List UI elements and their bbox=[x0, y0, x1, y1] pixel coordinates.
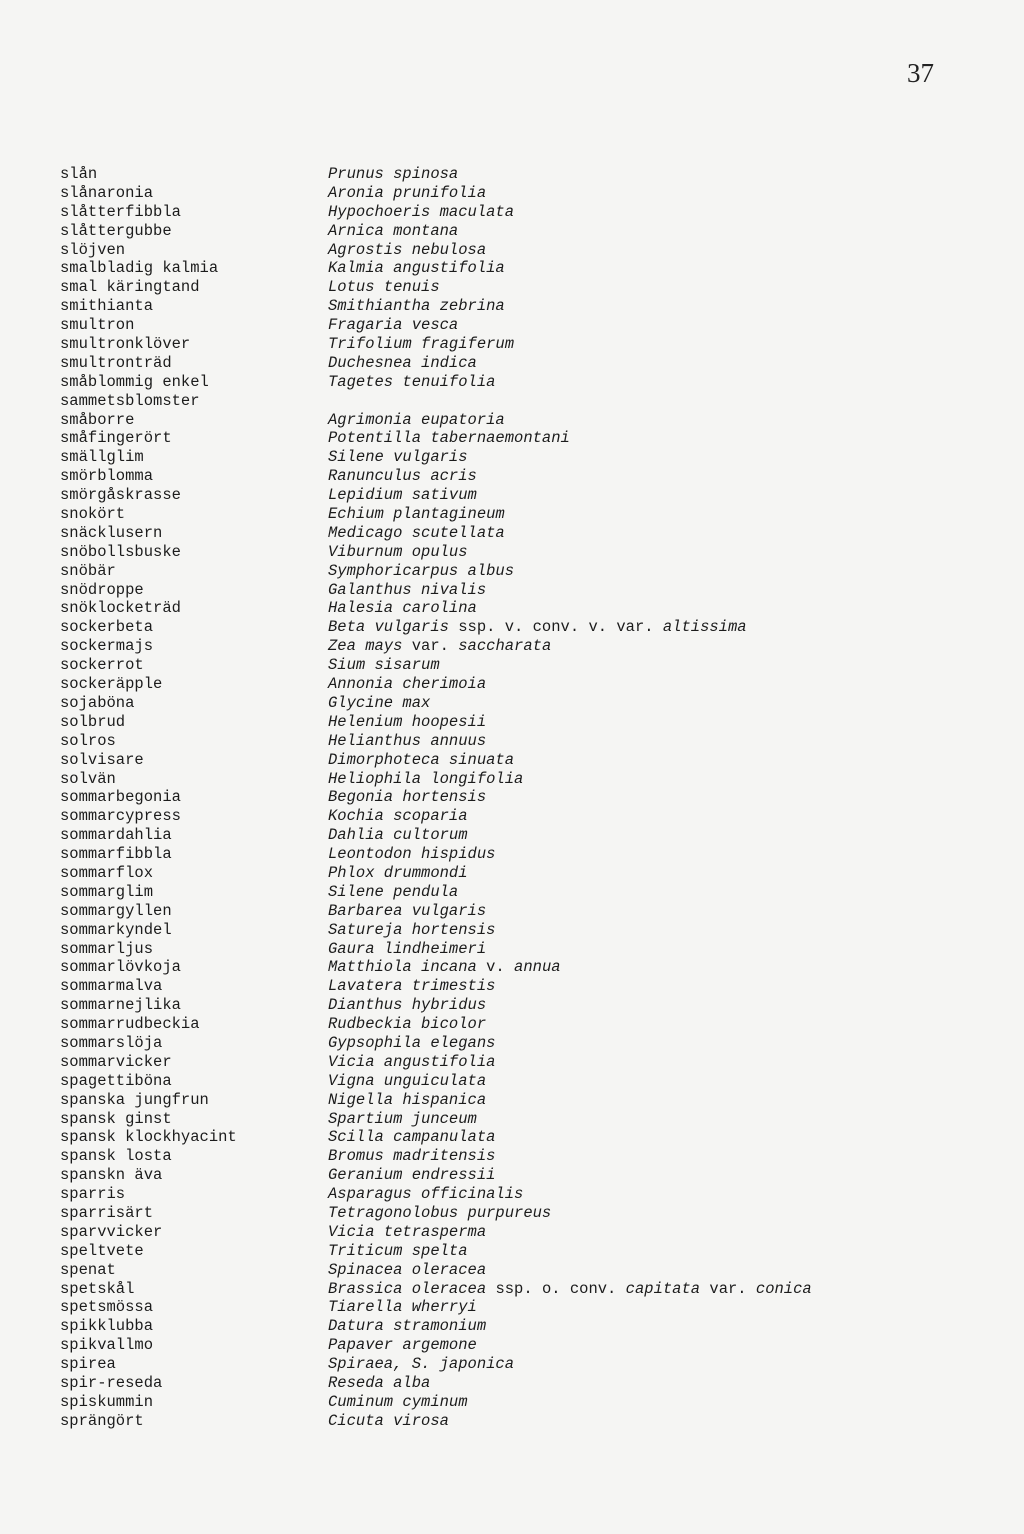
list-item bbox=[0, 1072, 1024, 1091]
swedish-name: spansk klockhyacint bbox=[60, 1128, 237, 1147]
latin-name bbox=[328, 184, 486, 203]
list-item bbox=[0, 373, 1024, 392]
swedish-name: sockermajs bbox=[60, 637, 154, 656]
list-item bbox=[0, 562, 1024, 581]
latin-part: Spinacea oleracea bbox=[328, 1260, 487, 1279]
swedish-name: spansk losta bbox=[60, 1147, 172, 1166]
list-item bbox=[0, 940, 1024, 959]
latin-name bbox=[328, 581, 486, 600]
latin-part: Arnica montana bbox=[328, 221, 459, 240]
latin-part: Kalmia angustifolia bbox=[328, 259, 505, 278]
latin-part: Reseda alba bbox=[328, 1374, 431, 1392]
list-item bbox=[0, 618, 1024, 637]
list-item bbox=[0, 1393, 1024, 1412]
latin-part: Papaver argemone bbox=[328, 1336, 477, 1355]
latin-part: Datura stramonium bbox=[328, 1317, 487, 1336]
list-item bbox=[0, 1412, 1024, 1431]
rank-qualifier: ssp. o. conv. bbox=[486, 1279, 626, 1298]
swedish-name: smultronklöver bbox=[60, 335, 191, 354]
latin-part: Smithiantha zebrina bbox=[328, 297, 505, 316]
latin-part: Nigella hispanica bbox=[328, 1090, 487, 1109]
latin-part: Tagetes tenuifolia bbox=[328, 372, 496, 391]
list-item bbox=[0, 826, 1024, 845]
latin-part: Galanthus nivalis bbox=[328, 580, 487, 599]
list-item bbox=[0, 977, 1024, 996]
list-item bbox=[0, 581, 1024, 600]
list-item bbox=[0, 713, 1024, 732]
latin-name bbox=[328, 543, 468, 562]
list-item bbox=[0, 1147, 1024, 1166]
latin-name bbox=[328, 297, 505, 316]
latin-name bbox=[328, 1204, 551, 1223]
latin-part: Halesia carolina bbox=[328, 599, 477, 618]
swedish-name: sparvvicker bbox=[60, 1222, 163, 1241]
swedish-name: solbrud bbox=[60, 712, 126, 731]
latin-part: Echium plantagineum bbox=[328, 505, 505, 524]
plant-name-list bbox=[0, 165, 1024, 1431]
latin-part: Phlox drummondi bbox=[328, 863, 468, 882]
swedish-name: spenat bbox=[60, 1260, 116, 1279]
latin-part: Agrostis nebulosa bbox=[328, 240, 487, 259]
latin-part: Begonia hortensis bbox=[328, 788, 487, 807]
swedish-name: sammetsblomster bbox=[60, 391, 200, 410]
latin-name bbox=[328, 1317, 486, 1336]
list-item bbox=[0, 656, 1024, 675]
latin-name bbox=[328, 958, 561, 977]
latin-part: saccharata bbox=[458, 637, 552, 656]
latin-name bbox=[328, 826, 468, 845]
latin-part: Gypsophila elegans bbox=[328, 1033, 496, 1052]
swedish-name: sockeräpple bbox=[60, 675, 163, 694]
swedish-name: sprängört bbox=[60, 1411, 144, 1430]
latin-part: Spartium junceum bbox=[328, 1109, 477, 1128]
swedish-name: snäcklusern bbox=[60, 523, 163, 542]
swedish-name: sommarljus bbox=[60, 939, 154, 958]
list-item bbox=[0, 864, 1024, 883]
latin-name bbox=[328, 1128, 495, 1147]
latin-part: Rudbeckia bicolor bbox=[328, 1015, 487, 1034]
latin-name bbox=[328, 1374, 430, 1393]
swedish-name: sockerbeta bbox=[60, 618, 154, 637]
list-item bbox=[0, 845, 1024, 864]
latin-name bbox=[328, 675, 486, 694]
list-item bbox=[0, 392, 1024, 411]
latin-part: Agrimonia eupatoria bbox=[328, 410, 505, 429]
latin-part: Medicago scutellata bbox=[328, 523, 505, 542]
swedish-name: sommarvicker bbox=[60, 1052, 172, 1071]
latin-part: Glycine max bbox=[328, 693, 431, 712]
latin-name bbox=[328, 373, 495, 392]
list-item bbox=[0, 770, 1024, 789]
list-item bbox=[0, 732, 1024, 751]
latin-part: Cicuta virosa bbox=[328, 1411, 449, 1430]
swedish-name: sommarglim bbox=[60, 882, 154, 901]
latin-name bbox=[328, 259, 505, 278]
swedish-name: sommargyllen bbox=[60, 901, 172, 920]
latin-name bbox=[328, 864, 468, 883]
swedish-name: spikklubba bbox=[60, 1317, 154, 1336]
latin-part: Dimorphoteca sinuata bbox=[328, 750, 515, 769]
list-item bbox=[0, 335, 1024, 354]
swedish-name: spir-reseda bbox=[60, 1374, 163, 1392]
swedish-name: spanskn äva bbox=[60, 1166, 163, 1185]
latin-name bbox=[328, 1147, 495, 1166]
latin-name bbox=[328, 429, 570, 448]
latin-part: Lotus tenuis bbox=[328, 278, 440, 297]
swedish-name: smultron bbox=[60, 316, 135, 335]
latin-name bbox=[328, 448, 468, 467]
latin-name bbox=[328, 316, 458, 335]
swedish-name: smalbladig kalmia bbox=[60, 259, 219, 278]
list-item bbox=[0, 751, 1024, 770]
latin-part: capitata bbox=[625, 1279, 701, 1298]
latin-name bbox=[328, 562, 514, 581]
swedish-name: spagettiböna bbox=[60, 1071, 172, 1090]
swedish-name: sparris bbox=[60, 1185, 126, 1204]
swedish-name: sommarcypress bbox=[60, 807, 181, 826]
swedish-name: smal käringtand bbox=[60, 278, 200, 297]
latin-name bbox=[328, 1242, 468, 1261]
list-item bbox=[0, 1355, 1024, 1374]
latin-part: Asparagus officinalis bbox=[328, 1185, 524, 1204]
latin-name bbox=[328, 788, 486, 807]
swedish-name: slåtterfibbla bbox=[60, 202, 181, 221]
list-item bbox=[0, 1261, 1024, 1280]
latin-part: Gaura lindheimeri bbox=[328, 939, 487, 958]
latin-name bbox=[328, 1355, 514, 1374]
swedish-name: smällglim bbox=[60, 448, 144, 467]
swedish-name: sparrisärt bbox=[60, 1203, 154, 1222]
latin-name bbox=[328, 845, 495, 864]
swedish-name: snöbär bbox=[60, 561, 116, 580]
latin-name bbox=[328, 524, 505, 543]
list-item bbox=[0, 1185, 1024, 1204]
swedish-name: slöjven bbox=[60, 240, 126, 259]
latin-part: Dahlia cultorum bbox=[328, 826, 468, 845]
list-item bbox=[0, 599, 1024, 618]
latin-name bbox=[328, 1034, 495, 1053]
swedish-name: solros bbox=[60, 731, 116, 750]
latin-name bbox=[328, 902, 486, 921]
list-item bbox=[0, 1053, 1024, 1072]
list-item bbox=[0, 222, 1024, 241]
swedish-name: snokört bbox=[60, 505, 126, 524]
latin-name bbox=[328, 1261, 486, 1280]
latin-name bbox=[328, 505, 505, 524]
latin-name bbox=[328, 1110, 477, 1129]
latin-name bbox=[328, 1298, 477, 1317]
swedish-name: spetskål bbox=[60, 1279, 135, 1298]
latin-part: conica bbox=[755, 1279, 812, 1298]
swedish-name: slånaronia bbox=[60, 183, 154, 202]
list-item bbox=[0, 1242, 1024, 1261]
list-item bbox=[0, 278, 1024, 297]
latin-name bbox=[328, 940, 486, 959]
list-item bbox=[0, 807, 1024, 826]
latin-name bbox=[328, 921, 495, 940]
latin-name bbox=[328, 996, 486, 1015]
swedish-name: småborre bbox=[60, 410, 135, 429]
swedish-name: spiskummin bbox=[60, 1392, 154, 1411]
latin-part: Spiraea, S. japonica bbox=[328, 1355, 515, 1374]
swedish-name: sommarlövkoja bbox=[60, 958, 181, 977]
rank-qualifier: var. bbox=[700, 1279, 756, 1298]
list-item bbox=[0, 996, 1024, 1015]
latin-name bbox=[328, 732, 486, 751]
latin-part: Vicia angustifolia bbox=[328, 1052, 496, 1071]
latin-name bbox=[328, 1015, 486, 1034]
list-item bbox=[0, 184, 1024, 203]
swedish-name: slåttergubbe bbox=[60, 221, 172, 240]
swedish-name: smithianta bbox=[60, 297, 154, 316]
latin-part: Lepidium sativum bbox=[328, 486, 477, 505]
list-item bbox=[0, 1091, 1024, 1110]
swedish-name: solvän bbox=[60, 769, 116, 788]
swedish-name: sommardahlia bbox=[60, 826, 172, 845]
list-item bbox=[0, 958, 1024, 977]
list-item bbox=[0, 467, 1024, 486]
latin-part: Sium sisarum bbox=[328, 656, 440, 675]
list-item bbox=[0, 203, 1024, 222]
latin-part: Annonia cherimoia bbox=[328, 675, 487, 694]
latin-part: Silene vulgaris bbox=[328, 448, 468, 467]
swedish-name: spirea bbox=[60, 1355, 116, 1374]
latin-name bbox=[328, 807, 468, 826]
list-item bbox=[0, 297, 1024, 316]
latin-part: Vigna unguiculata bbox=[328, 1071, 487, 1090]
latin-part: Bromus madritensis bbox=[328, 1147, 496, 1166]
latin-name bbox=[328, 335, 514, 354]
list-item bbox=[0, 316, 1024, 335]
latin-name bbox=[328, 1223, 486, 1242]
list-item bbox=[0, 883, 1024, 902]
latin-name bbox=[328, 770, 523, 789]
latin-part: Beta vulgaris bbox=[328, 618, 449, 637]
list-item bbox=[0, 1298, 1024, 1317]
list-item bbox=[0, 1374, 1024, 1393]
latin-name bbox=[328, 1053, 495, 1072]
swedish-name: slån bbox=[60, 165, 98, 183]
latin-part: Ranunculus acris bbox=[328, 467, 477, 486]
list-item bbox=[0, 1034, 1024, 1053]
latin-part: Heliophila longifolia bbox=[328, 769, 524, 788]
latin-part: Helenium hoopesii bbox=[328, 712, 487, 731]
list-item bbox=[0, 1015, 1024, 1034]
latin-name bbox=[328, 618, 747, 637]
swedish-name: spanska jungfrun bbox=[60, 1090, 209, 1109]
latin-part: Duchesnea indica bbox=[328, 353, 477, 372]
latin-part: Barbarea vulgaris bbox=[328, 901, 487, 920]
latin-part: Brassica oleracea bbox=[328, 1279, 487, 1298]
latin-name bbox=[328, 637, 551, 656]
list-item bbox=[0, 694, 1024, 713]
latin-name bbox=[328, 165, 458, 184]
latin-name bbox=[328, 713, 486, 732]
list-item bbox=[0, 1336, 1024, 1355]
latin-part: Zea mays bbox=[328, 637, 403, 656]
latin-name bbox=[328, 203, 514, 222]
list-item bbox=[0, 1317, 1024, 1336]
latin-name bbox=[328, 411, 505, 430]
list-item bbox=[0, 1280, 1024, 1299]
latin-part: Tetragonolobus purpureus bbox=[328, 1203, 552, 1222]
swedish-name: småfingerört bbox=[60, 429, 172, 448]
swedish-name: smörblomma bbox=[60, 467, 154, 486]
list-item bbox=[0, 241, 1024, 260]
swedish-name: snöbollsbuske bbox=[60, 542, 181, 561]
latin-part: Helianthus annuus bbox=[328, 731, 487, 750]
swedish-name: sojaböna bbox=[60, 693, 135, 712]
latin-part: Prunus spinosa bbox=[328, 165, 459, 183]
latin-part: Aronia prunifolia bbox=[328, 183, 487, 202]
latin-name bbox=[328, 977, 495, 996]
latin-name bbox=[328, 883, 458, 902]
rank-qualifier: var. bbox=[402, 637, 459, 656]
latin-part: Matthiola incana bbox=[328, 958, 477, 977]
list-item bbox=[0, 788, 1024, 807]
list-item bbox=[0, 675, 1024, 694]
latin-part: Tiarella wherryi bbox=[328, 1298, 477, 1317]
list-item bbox=[0, 902, 1024, 921]
latin-part: Leontodon hispidus bbox=[328, 845, 496, 864]
latin-name bbox=[328, 278, 440, 297]
list-item bbox=[0, 637, 1024, 656]
latin-name bbox=[328, 1072, 486, 1091]
latin-part: Kochia scoparia bbox=[328, 807, 468, 826]
swedish-name: speltvete bbox=[60, 1241, 144, 1260]
latin-name bbox=[328, 599, 477, 618]
latin-part: Dianthus hybridus bbox=[328, 996, 487, 1015]
list-item bbox=[0, 1110, 1024, 1129]
list-item bbox=[0, 1166, 1024, 1185]
swedish-name: snödroppe bbox=[60, 580, 144, 599]
list-item bbox=[0, 505, 1024, 524]
latin-name bbox=[328, 1280, 812, 1299]
latin-name bbox=[328, 222, 458, 241]
latin-part: altissima bbox=[662, 618, 747, 637]
rank-qualifier: v. bbox=[476, 958, 515, 977]
latin-part: Vicia tetrasperma bbox=[328, 1222, 487, 1241]
latin-name bbox=[328, 1336, 477, 1355]
latin-name bbox=[328, 241, 486, 260]
swedish-name: sommarrudbeckia bbox=[60, 1015, 200, 1034]
list-item bbox=[0, 524, 1024, 543]
list-item bbox=[0, 1204, 1024, 1223]
latin-part: annua bbox=[514, 958, 561, 977]
swedish-name: sommarbegonia bbox=[60, 788, 181, 807]
swedish-name: sommarflox bbox=[60, 863, 154, 882]
latin-name bbox=[328, 656, 440, 675]
list-item bbox=[0, 543, 1024, 562]
latin-name bbox=[328, 1185, 523, 1204]
swedish-name: sommarfibbla bbox=[60, 845, 172, 864]
swedish-name: snöklocketräd bbox=[60, 599, 181, 618]
latin-part: Trifolium fragiferum bbox=[328, 335, 515, 354]
list-item bbox=[0, 486, 1024, 505]
latin-part: Triticum spelta bbox=[328, 1241, 468, 1260]
list-item bbox=[0, 448, 1024, 467]
latin-name bbox=[328, 486, 477, 505]
latin-part: Lavatera trimestis bbox=[328, 977, 496, 996]
latin-part: Hypochoeris maculata bbox=[328, 202, 515, 221]
latin-name bbox=[328, 1091, 486, 1110]
swedish-name: spansk ginst bbox=[60, 1109, 172, 1128]
swedish-name: smörgåskrasse bbox=[60, 486, 181, 505]
swedish-name: spetsmössa bbox=[60, 1298, 154, 1317]
swedish-name: sommarslöja bbox=[60, 1033, 163, 1052]
list-item bbox=[0, 165, 1024, 184]
swedish-name: spikvallmo bbox=[60, 1336, 154, 1355]
list-item bbox=[0, 1128, 1024, 1147]
latin-name bbox=[328, 751, 514, 770]
latin-part: Cuminum cyminum bbox=[328, 1392, 468, 1411]
latin-name bbox=[328, 1393, 468, 1412]
rank-qualifier: ssp. v. conv. v. var. bbox=[448, 618, 663, 637]
latin-part: Fragaria vesca bbox=[328, 316, 459, 335]
latin-part: Geranium endressii bbox=[328, 1166, 496, 1185]
latin-part: Symphoricarpus albus bbox=[328, 561, 515, 580]
latin-name bbox=[328, 354, 477, 373]
list-item bbox=[0, 1223, 1024, 1242]
swedish-name: sommarnejlika bbox=[60, 996, 181, 1015]
list-item bbox=[0, 259, 1024, 278]
list-item bbox=[0, 429, 1024, 448]
latin-part: Silene pendula bbox=[328, 882, 459, 901]
swedish-name: sommarkyndel bbox=[60, 920, 172, 939]
list-item bbox=[0, 921, 1024, 940]
swedish-name: sommarmalva bbox=[60, 977, 163, 996]
latin-part: Potentilla tabernaemontani bbox=[328, 429, 570, 448]
latin-part: Satureja hortensis bbox=[328, 920, 496, 939]
latin-name bbox=[328, 1166, 495, 1185]
swedish-name: sockerrot bbox=[60, 656, 144, 675]
swedish-name: småblommig enkel bbox=[60, 372, 209, 391]
latin-part: Scilla campanulata bbox=[328, 1128, 496, 1147]
list-item bbox=[0, 411, 1024, 430]
page-number: 37 bbox=[907, 58, 934, 88]
latin-name bbox=[328, 467, 477, 486]
latin-name bbox=[328, 694, 430, 713]
swedish-name: smultronträd bbox=[60, 353, 172, 372]
latin-part: Viburnum opulus bbox=[328, 542, 468, 561]
latin-name bbox=[328, 1412, 449, 1431]
list-item bbox=[0, 354, 1024, 373]
swedish-name: solvisare bbox=[60, 750, 144, 769]
